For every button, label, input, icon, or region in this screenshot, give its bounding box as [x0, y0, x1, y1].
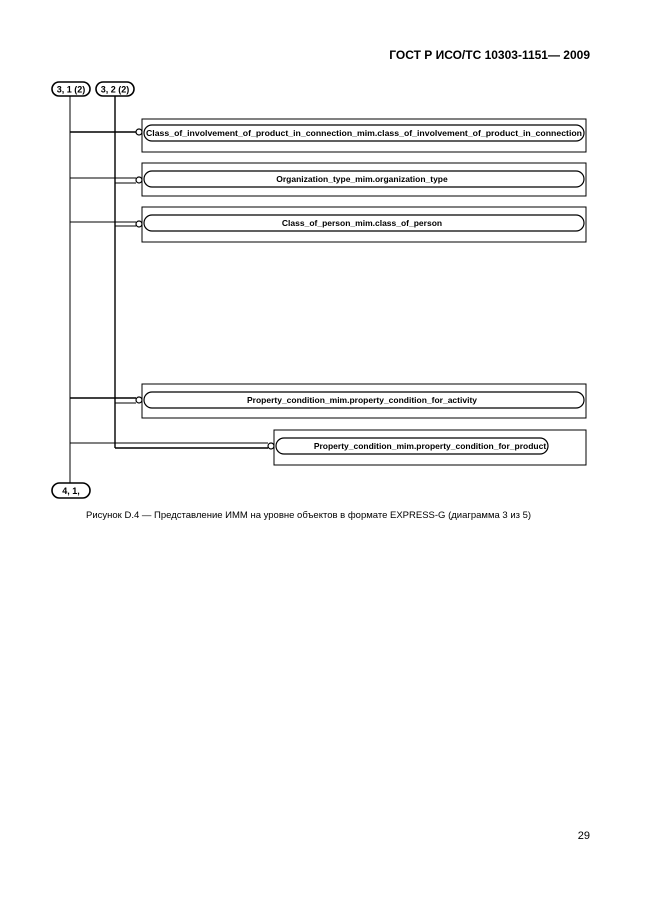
entity-box-2: [70, 163, 586, 196]
ref-top-2: [96, 82, 134, 96]
entity-4-label: Property_condition_mim.property_condition_for_activity: [246, 395, 478, 405]
entity-1-label: Class_of_involvement_of_product_in_connection_mim.class_of_involvement_of_product_in_connection: [146, 128, 582, 138]
ref-top-2-label: 3, 2 (2): [100, 84, 130, 95]
entity-box-5: [70, 430, 586, 465]
entity-box-4: [70, 384, 586, 418]
ref-bottom: [52, 483, 90, 498]
ref-bottom-label: 4, 1,: [62, 486, 80, 496]
entity-3-label: Class_of_person_mim.class_of_person: [281, 218, 443, 228]
entity-box-1: [70, 119, 586, 152]
entity-5-label: Property_condition_mim.property_condition_for_product: [313, 441, 547, 451]
entity-2-label: Organization_type_mim.organization_type: [276, 174, 448, 184]
ref-top-1: [52, 82, 90, 96]
document-code: ГОСТ Р ИСО/ТС 10303-1151— 2009: [389, 48, 590, 62]
entity-box-3: [70, 207, 586, 242]
ref-top-1-label: 3, 1 (2): [56, 84, 86, 95]
figure-caption: Рисунок D.4 — Представление ИММ на уровне объектов в формате EXPRESS-G (диаграмма 3 из 5): [86, 510, 532, 521]
page-number: 29: [577, 830, 590, 842]
